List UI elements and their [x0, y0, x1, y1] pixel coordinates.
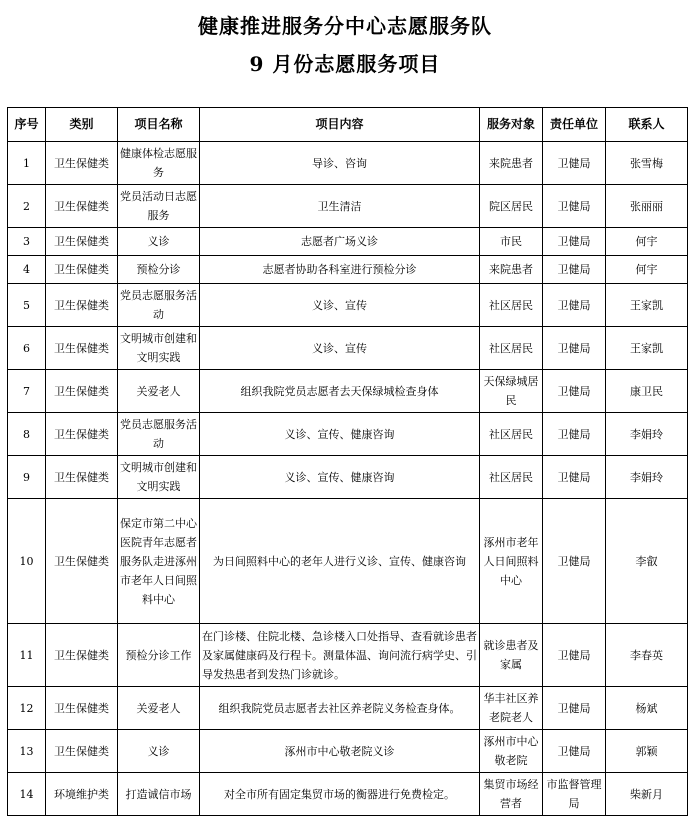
- volunteer-projects-table: [7, 107, 688, 816]
- document-title: 健康推进服务分中心志愿服务队: [198, 14, 492, 38]
- cell-no: 7: [8, 370, 46, 413]
- table-row: [8, 499, 688, 624]
- cell-project-name: 文明城市创建和文明实践: [118, 327, 200, 370]
- cell-project-name: 义诊: [118, 730, 200, 773]
- cell-project-content: 义诊、宣传、健康咨询: [200, 456, 480, 499]
- cell-project-name: 预检分诊: [118, 256, 200, 284]
- cell-category: 卫生保健类: [46, 284, 118, 327]
- table-row: [8, 284, 688, 327]
- cell-no: 5: [8, 284, 46, 327]
- cell-project-content: 志愿者协助各科室进行预检分诊: [200, 256, 480, 284]
- cell-project-content: 卫生清洁: [200, 185, 480, 228]
- header-responsible-unit: 责任单位: [543, 108, 606, 142]
- cell-project-name: 打造诚信市场: [118, 773, 200, 816]
- cell-no: 9: [8, 456, 46, 499]
- cell-project-content: 义诊、宣传、健康咨询: [200, 413, 480, 456]
- cell-project-name: 文明城市创建和文明实践: [118, 456, 200, 499]
- cell-category: 卫生保健类: [46, 499, 118, 624]
- cell-category: 卫生保健类: [46, 456, 118, 499]
- cell-project-content: 在门诊楼、住院北楼、急诊楼入口处指导、查看就诊患者及家属健康码及行程卡。测量体温、询问流行病学史、引导发热患者到发热门诊就诊。: [200, 624, 480, 687]
- cell-project-name: 保定市第二中心医院青年志愿者服务队走进涿州市老年人日间照料中心: [118, 499, 200, 624]
- cell-responsible-unit: 卫健局: [543, 370, 606, 413]
- table-row: [8, 624, 688, 687]
- table-row: [8, 327, 688, 370]
- cell-project-content: 义诊、宣传: [200, 327, 480, 370]
- cell-contact: 王家凯: [606, 327, 688, 370]
- cell-contact: 康卫民: [606, 370, 688, 413]
- cell-project-content: 义诊、宣传: [200, 284, 480, 327]
- cell-responsible-unit: 卫健局: [543, 624, 606, 687]
- header-service-target: 服务对象: [480, 108, 543, 142]
- cell-responsible-unit: 卫健局: [543, 456, 606, 499]
- cell-contact: 何宇: [606, 228, 688, 256]
- table-row: [8, 730, 688, 773]
- table-row: [8, 687, 688, 730]
- cell-contact: 李春英: [606, 624, 688, 687]
- cell-no: 14: [8, 773, 46, 816]
- cell-contact: 李娟玲: [606, 456, 688, 499]
- cell-service-target: 集贸市场经营者: [480, 773, 543, 816]
- cell-project-name: 义诊: [118, 228, 200, 256]
- cell-category: 卫生保健类: [46, 142, 118, 185]
- cell-responsible-unit: 市监督管理局: [543, 773, 606, 816]
- cell-contact: 李叡: [606, 499, 688, 624]
- cell-project-content: 组织我院党员志愿者去社区养老院义务检查身体。: [200, 687, 480, 730]
- cell-contact: 杨斌: [606, 687, 688, 730]
- table-row: [8, 773, 688, 816]
- cell-service-target: 涿州市中心敬老院: [480, 730, 543, 773]
- cell-category: 卫生保健类: [46, 687, 118, 730]
- cell-responsible-unit: 卫健局: [543, 256, 606, 284]
- cell-no: 6: [8, 327, 46, 370]
- table-row: [8, 142, 688, 185]
- cell-contact: 张丽丽: [606, 185, 688, 228]
- header-project-content: 项目内容: [200, 108, 480, 142]
- cell-project-name: 党员志愿服务活动: [118, 284, 200, 327]
- document-subtitle: 9 月份志愿服务项目: [249, 52, 441, 76]
- cell-no: 2: [8, 185, 46, 228]
- cell-responsible-unit: 卫健局: [543, 413, 606, 456]
- cell-service-target: 天保绿城居民: [480, 370, 543, 413]
- cell-category: 卫生保健类: [46, 185, 118, 228]
- cell-category: 环境维护类: [46, 773, 118, 816]
- cell-service-target: 院区居民: [480, 185, 543, 228]
- cell-project-name: 关爱老人: [118, 687, 200, 730]
- cell-no: 1: [8, 142, 46, 185]
- table-row: [8, 413, 688, 456]
- cell-category: 卫生保健类: [46, 256, 118, 284]
- cell-category: 卫生保健类: [46, 327, 118, 370]
- cell-no: 11: [8, 624, 46, 687]
- cell-service-target: 来院患者: [480, 142, 543, 185]
- cell-responsible-unit: 卫健局: [543, 142, 606, 185]
- header-category: 类别: [46, 108, 118, 142]
- cell-no: 3: [8, 228, 46, 256]
- cell-responsible-unit: 卫健局: [543, 687, 606, 730]
- table-row: [8, 185, 688, 228]
- cell-category: 卫生保健类: [46, 413, 118, 456]
- table-row: [8, 256, 688, 284]
- cell-service-target: 来院患者: [480, 256, 543, 284]
- cell-project-name: 党员活动日志愿服务: [118, 185, 200, 228]
- table-row: [8, 456, 688, 499]
- cell-no: 12: [8, 687, 46, 730]
- cell-no: 13: [8, 730, 46, 773]
- cell-service-target: 市民: [480, 228, 543, 256]
- cell-responsible-unit: 卫健局: [543, 228, 606, 256]
- cell-project-content: 对全市所有固定集贸市场的衡器进行免费检定。: [200, 773, 480, 816]
- table-header-row: [8, 108, 688, 142]
- table-row: [8, 370, 688, 413]
- cell-responsible-unit: 卫健局: [543, 185, 606, 228]
- cell-responsible-unit: 卫健局: [543, 327, 606, 370]
- cell-category: 卫生保健类: [46, 624, 118, 687]
- cell-service-target: 社区居民: [480, 327, 543, 370]
- cell-service-target: 就诊患者及家属: [480, 624, 543, 687]
- cell-service-target: 社区居民: [480, 284, 543, 327]
- cell-responsible-unit: 卫健局: [543, 730, 606, 773]
- cell-category: 卫生保健类: [46, 730, 118, 773]
- cell-contact: 郭颖: [606, 730, 688, 773]
- cell-no: 8: [8, 413, 46, 456]
- cell-project-content: 为日间照料中心的老年人进行义诊、宣传、健康咨询: [200, 499, 480, 624]
- cell-project-content: 导诊、咨询: [200, 142, 480, 185]
- cell-project-content: 志愿者广场义诊: [200, 228, 480, 256]
- cell-contact: 张雪梅: [606, 142, 688, 185]
- cell-service-target: 华丰社区养老院老人: [480, 687, 543, 730]
- cell-no: 10: [8, 499, 46, 624]
- cell-responsible-unit: 卫健局: [543, 499, 606, 624]
- cell-project-name: 关爱老人: [118, 370, 200, 413]
- cell-service-target: 社区居民: [480, 413, 543, 456]
- header-no: 序号: [8, 108, 46, 142]
- header-project-name: 项目名称: [118, 108, 200, 142]
- cell-no: 4: [8, 256, 46, 284]
- cell-category: 卫生保健类: [46, 370, 118, 413]
- cell-project-name: 预检分诊工作: [118, 624, 200, 687]
- cell-project-name: 健康体检志愿服务: [118, 142, 200, 185]
- cell-project-content: 组织我院党员志愿者去天保绿城检查身体: [200, 370, 480, 413]
- cell-contact: 李娟玲: [606, 413, 688, 456]
- cell-contact: 柴新月: [606, 773, 688, 816]
- cell-project-name: 党员志愿服务活动: [118, 413, 200, 456]
- cell-responsible-unit: 卫健局: [543, 284, 606, 327]
- cell-contact: 王家凯: [606, 284, 688, 327]
- cell-service-target: 社区居民: [480, 456, 543, 499]
- header-contact: 联系人: [606, 108, 688, 142]
- cell-contact: 何宇: [606, 256, 688, 284]
- cell-service-target: 涿州市老年人日间照料中心: [480, 499, 543, 624]
- table-row: [8, 228, 688, 256]
- cell-project-content: 涿州市中心敬老院义诊: [200, 730, 480, 773]
- cell-category: 卫生保健类: [46, 228, 118, 256]
